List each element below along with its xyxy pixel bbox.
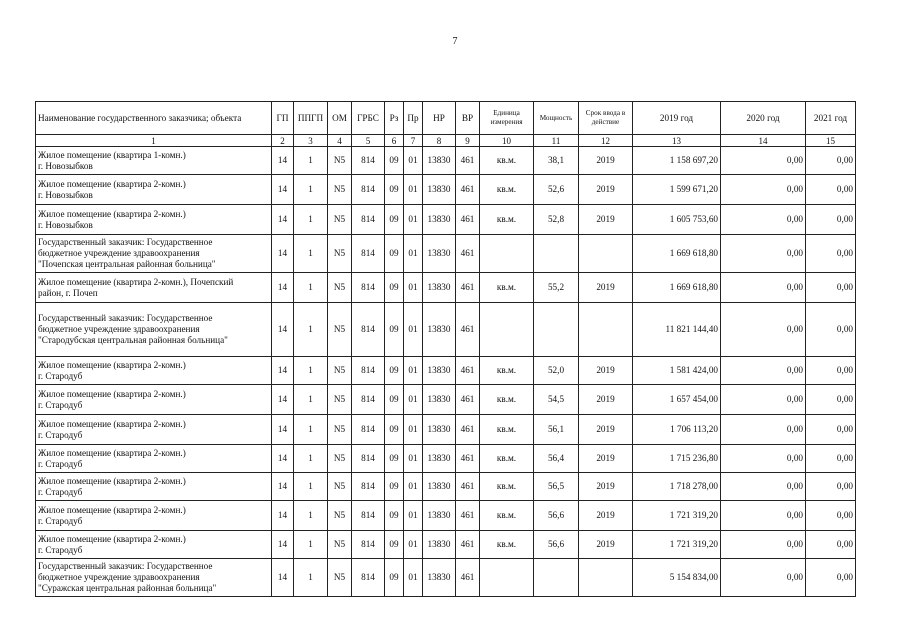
table-row [36,501,856,531]
cell-gp: 14 [272,147,294,175]
cell-name [36,501,272,531]
cell-term: 2019 [579,147,633,175]
cell-power: 52,8 [534,205,579,235]
cell-grbs: 814 [352,205,385,235]
cell-unit [480,303,534,357]
table-row [36,559,856,597]
cell-term: 2019 [579,357,633,385]
col-number: 15 [806,135,856,147]
cell-gp: 14 [272,473,294,501]
col-header-gp: ГП [272,102,294,135]
cell-name-line: г. Новозыбков [38,219,93,230]
cell-2020: 0,00 [721,559,806,597]
cell-rz: 09 [385,501,404,531]
cell-name-line: бюджетное учреждение здравоохранения [38,572,200,582]
cell-grbs: 814 [352,559,385,597]
cell-name [36,559,272,597]
cell-name-line: Жилое помещение (квартира 2-комн.) [38,504,186,515]
cell-2019: 1 657 454,00 [633,385,721,415]
cell-rz: 09 [385,303,404,357]
cell-2020: 0,00 [721,415,806,445]
table-row [36,445,856,473]
cell-2019: 1 715 236,80 [633,445,721,473]
cell-name-line: Государственный заказчик: Государственное [38,237,213,247]
cell-2021: 0,00 [806,473,856,501]
cell-pr: 01 [404,205,423,235]
cell-unit [480,235,534,273]
cell-rz: 09 [385,445,404,473]
col-number: 9 [456,135,480,147]
cell-term: 2019 [579,501,633,531]
col-header-2020: 2020 год [721,102,806,135]
col-number: 1 [36,135,272,147]
cell-unit: кв.м. [480,445,534,473]
cell-power: 54,5 [534,385,579,415]
cell-name [36,415,272,445]
cell-unit [480,559,534,597]
cell-pr: 01 [404,415,423,445]
cell-om: N5 [328,303,352,357]
cell-unit: кв.м. [480,501,534,531]
cell-2019: 1 721 319,20 [633,501,721,531]
cell-term: 2019 [579,473,633,501]
col-header-2019: 2019 год [633,102,721,135]
cell-power: 56,6 [534,531,579,559]
cell-nr: 13830 [423,147,456,175]
cell-2021: 0,00 [806,445,856,473]
table-row [36,303,856,357]
cell-rz: 09 [385,415,404,445]
cell-om: N5 [328,415,352,445]
cell-nr: 13830 [423,559,456,597]
cell-pr: 01 [404,235,423,273]
cell-ppgp: 1 [294,473,328,501]
col-header-2021: 2021 год [806,102,856,135]
cell-unit: кв.м. [480,531,534,559]
cell-pr: 01 [404,147,423,175]
col-number: 12 [579,135,633,147]
table-row [36,147,856,175]
cell-name [36,147,272,175]
cell-power: 56,6 [534,501,579,531]
cell-2020: 0,00 [721,235,806,273]
cell-name [36,385,272,415]
page-number: 7 [452,36,458,47]
table-body [36,147,856,597]
cell-name-line: "Стародубская центральная районная больница" [38,335,228,345]
table-header-row [36,102,856,135]
cell-name-line: Государственный заказчик: Государственное [38,313,213,323]
cell-pr: 01 [404,385,423,415]
cell-name-line: г. Стародуб [38,429,83,440]
col-header-vr: ВР [456,102,480,135]
cell-2019: 1 605 753,60 [633,205,721,235]
cell-name [36,175,272,205]
cell-name-line: Жилое помещение (квартира 2-комн.) [38,359,186,370]
cell-nr: 13830 [423,501,456,531]
cell-2020: 0,00 [721,531,806,559]
cell-term: 2019 [579,175,633,205]
cell-grbs: 814 [352,473,385,501]
cell-term: 2019 [579,205,633,235]
col-header-power: Мощность [534,102,579,135]
cell-pr: 01 [404,357,423,385]
cell-grbs: 814 [352,445,385,473]
cell-rz: 09 [385,175,404,205]
cell-pr: 01 [404,501,423,531]
cell-grbs: 814 [352,501,385,531]
cell-pr: 01 [404,531,423,559]
cell-om: N5 [328,473,352,501]
cell-name-line: "Суражская центральная районная больница" [38,583,217,593]
cell-name-line: Жилое помещение (квартира 2-комн.) [38,178,186,189]
cell-2020: 0,00 [721,501,806,531]
col-number: 5 [352,135,385,147]
column-number-row [36,135,856,147]
cell-rz: 09 [385,473,404,501]
cell-term: 2019 [579,415,633,445]
cell-power: 38,1 [534,147,579,175]
col-header-unit: Единица измерения [480,102,534,135]
cell-term: 2019 [579,445,633,473]
cell-vr: 461 [456,385,480,415]
cell-om: N5 [328,273,352,303]
cell-name-line: Государственный заказчик: Государственное [38,561,213,571]
cell-2019: 5 154 834,00 [633,559,721,597]
cell-rz: 09 [385,559,404,597]
cell-2019: 1 599 671,20 [633,175,721,205]
cell-vr: 461 [456,501,480,531]
cell-name-line: Жилое помещение (квартира 2-комн.), Почепский [38,276,234,287]
cell-power: 55,2 [534,273,579,303]
cell-power: 56,1 [534,415,579,445]
cell-vr: 461 [456,235,480,273]
col-header-rz: Рз [385,102,404,135]
cell-term [579,303,633,357]
cell-2019: 1 669 618,80 [633,235,721,273]
cell-rz: 09 [385,385,404,415]
cell-2021: 0,00 [806,357,856,385]
cell-power [534,303,579,357]
cell-gp: 14 [272,501,294,531]
cell-name-line: Жилое помещение (квартира 2-комн.) [38,475,186,486]
cell-name-line: г. Стародуб [38,370,83,381]
cell-grbs: 814 [352,175,385,205]
table-row [36,205,856,235]
cell-nr: 13830 [423,473,456,501]
table-row [36,415,856,445]
cell-unit: кв.м. [480,205,534,235]
cell-pr: 01 [404,303,423,357]
cell-name [36,445,272,473]
cell-unit: кв.м. [480,273,534,303]
cell-term: 2019 [579,385,633,415]
col-number: 14 [721,135,806,147]
cell-vr: 461 [456,415,480,445]
cell-om: N5 [328,501,352,531]
cell-term [579,235,633,273]
cell-nr: 13830 [423,205,456,235]
cell-name [36,273,272,303]
cell-pr: 01 [404,473,423,501]
col-header-name: Наименование государственного заказчика; объекта [36,102,272,135]
cell-power: 52,0 [534,357,579,385]
cell-ppgp: 1 [294,147,328,175]
cell-grbs: 814 [352,147,385,175]
cell-rz: 09 [385,205,404,235]
col-number: 10 [480,135,534,147]
cell-gp: 14 [272,385,294,415]
cell-name [36,473,272,501]
cell-nr: 13830 [423,357,456,385]
cell-2021: 0,00 [806,559,856,597]
cell-name [36,303,272,357]
cell-2019: 1 158 697,20 [633,147,721,175]
cell-power [534,235,579,273]
col-number: 8 [423,135,456,147]
cell-name-line: Жилое помещение (квартира 2-комн.) [38,388,186,399]
cell-vr: 461 [456,175,480,205]
cell-2020: 0,00 [721,445,806,473]
table-row [36,357,856,385]
cell-2020: 0,00 [721,385,806,415]
cell-nr: 13830 [423,175,456,205]
cell-grbs: 814 [352,357,385,385]
cell-unit: кв.м. [480,147,534,175]
cell-2020: 0,00 [721,473,806,501]
cell-ppgp: 1 [294,415,328,445]
cell-name-line: г. Стародуб [38,544,83,555]
cell-om: N5 [328,147,352,175]
cell-2021: 0,00 [806,205,856,235]
cell-vr: 461 [456,357,480,385]
cell-name-line: г. Стародуб [38,515,83,526]
cell-unit: кв.м. [480,175,534,205]
col-number: 3 [294,135,328,147]
cell-vr: 461 [456,559,480,597]
cell-name-line: Жилое помещение (квартира 2-комн.) [38,447,186,458]
cell-ppgp: 1 [294,385,328,415]
col-header-om: ОМ [328,102,352,135]
cell-term [579,559,633,597]
cell-name-line: г. Стародуб [38,486,83,497]
cell-name-line: Жилое помещение (квартира 2-комн.) [38,208,186,219]
cell-pr: 01 [404,175,423,205]
cell-2020: 0,00 [721,273,806,303]
cell-unit: кв.м. [480,473,534,501]
cell-vr: 461 [456,473,480,501]
col-number: 4 [328,135,352,147]
col-header-nr: НР [423,102,456,135]
cell-power: 52,6 [534,175,579,205]
cell-gp: 14 [272,205,294,235]
cell-nr: 13830 [423,303,456,357]
cell-power: 56,4 [534,445,579,473]
table-row [36,273,856,303]
cell-pr: 01 [404,273,423,303]
cell-om: N5 [328,559,352,597]
cell-ppgp: 1 [294,303,328,357]
cell-2021: 0,00 [806,175,856,205]
cell-ppgp: 1 [294,559,328,597]
cell-nr: 13830 [423,273,456,303]
cell-name [36,531,272,559]
cell-2021: 0,00 [806,235,856,273]
cell-vr: 461 [456,147,480,175]
col-number: 7 [404,135,423,147]
col-header-grbs: ГРБС [352,102,385,135]
cell-gp: 14 [272,415,294,445]
cell-2020: 0,00 [721,205,806,235]
cell-gp: 14 [272,357,294,385]
cell-power [534,559,579,597]
cell-pr: 01 [404,445,423,473]
cell-name-line: Жилое помещение (квартира 2-комн.) [38,533,186,544]
cell-ppgp: 1 [294,531,328,559]
cell-ppgp: 1 [294,445,328,473]
cell-om: N5 [328,385,352,415]
cell-2021: 0,00 [806,303,856,357]
cell-2019: 1 721 319,20 [633,531,721,559]
table-row [36,473,856,501]
cell-nr: 13830 [423,445,456,473]
cell-gp: 14 [272,445,294,473]
cell-vr: 461 [456,205,480,235]
cell-name-line: бюджетное учреждение здравоохранения [38,248,200,258]
cell-name-line: Жилое помещение (квартира 2-комн.) [38,418,186,429]
cell-nr: 13830 [423,531,456,559]
cell-2021: 0,00 [806,501,856,531]
cell-term: 2019 [579,531,633,559]
cell-gp: 14 [272,273,294,303]
cell-om: N5 [328,357,352,385]
cell-nr: 13830 [423,235,456,273]
cell-vr: 461 [456,273,480,303]
cell-ppgp: 1 [294,501,328,531]
cell-gp: 14 [272,531,294,559]
cell-gp: 14 [272,175,294,205]
cell-name-line: г. Новозыбков [38,189,93,200]
cell-grbs: 814 [352,303,385,357]
cell-rz: 09 [385,147,404,175]
cell-2020: 0,00 [721,303,806,357]
cell-unit: кв.м. [480,385,534,415]
cell-name [36,205,272,235]
cell-2019: 1 706 113,20 [633,415,721,445]
cell-om: N5 [328,531,352,559]
cell-grbs: 814 [352,415,385,445]
col-header-pr: Пр [404,102,423,135]
cell-2021: 0,00 [806,531,856,559]
cell-rz: 09 [385,273,404,303]
cell-rz: 09 [385,235,404,273]
cell-2021: 0,00 [806,273,856,303]
cell-2020: 0,00 [721,357,806,385]
budget-table [35,101,856,597]
cell-2019: 1 581 424,00 [633,357,721,385]
cell-gp: 14 [272,559,294,597]
cell-name-line: г. Новозыбков [38,160,93,171]
cell-2020: 0,00 [721,175,806,205]
cell-name-line: Жилое помещение (квартира 1-комн.) [38,149,186,160]
cell-2019: 1 718 278,00 [633,473,721,501]
cell-om: N5 [328,235,352,273]
cell-unit: кв.м. [480,357,534,385]
cell-gp: 14 [272,235,294,273]
cell-name-line: г. Стародуб [38,458,83,469]
cell-unit: кв.м. [480,415,534,445]
cell-gp: 14 [272,303,294,357]
table-row [36,531,856,559]
cell-ppgp: 1 [294,175,328,205]
col-number: 6 [385,135,404,147]
col-number: 13 [633,135,721,147]
cell-om: N5 [328,175,352,205]
table-row [36,175,856,205]
cell-vr: 461 [456,303,480,357]
cell-nr: 13830 [423,415,456,445]
cell-2021: 0,00 [806,385,856,415]
cell-name-line: г. Стародуб [38,399,83,410]
cell-vr: 461 [456,531,480,559]
cell-rz: 09 [385,357,404,385]
cell-name [36,357,272,385]
cell-ppgp: 1 [294,205,328,235]
cell-2019: 1 669 618,80 [633,273,721,303]
cell-name-line: бюджетное учреждение здравоохранения [38,324,200,334]
cell-om: N5 [328,205,352,235]
table-row [36,235,856,273]
cell-grbs: 814 [352,273,385,303]
cell-ppgp: 1 [294,235,328,273]
cell-grbs: 814 [352,385,385,415]
table-row [36,385,856,415]
cell-2019: 11 821 144,40 [633,303,721,357]
cell-2021: 0,00 [806,415,856,445]
cell-grbs: 814 [352,531,385,559]
col-header-term: Срок ввода в действие [579,102,633,135]
cell-pr: 01 [404,559,423,597]
cell-grbs: 814 [352,235,385,273]
col-number: 2 [272,135,294,147]
cell-term: 2019 [579,273,633,303]
col-header-ppgp: ППГП [294,102,328,135]
cell-name-line: район, г. Почеп [38,287,98,298]
col-number: 11 [534,135,579,147]
cell-vr: 461 [456,445,480,473]
cell-2021: 0,00 [806,147,856,175]
cell-nr: 13830 [423,385,456,415]
cell-ppgp: 1 [294,357,328,385]
cell-rz: 09 [385,531,404,559]
cell-2020: 0,00 [721,147,806,175]
cell-name-line: "Почепская центральная районная больница" [38,259,216,269]
cell-name [36,235,272,273]
cell-power: 56,5 [534,473,579,501]
cell-ppgp: 1 [294,273,328,303]
cell-om: N5 [328,445,352,473]
